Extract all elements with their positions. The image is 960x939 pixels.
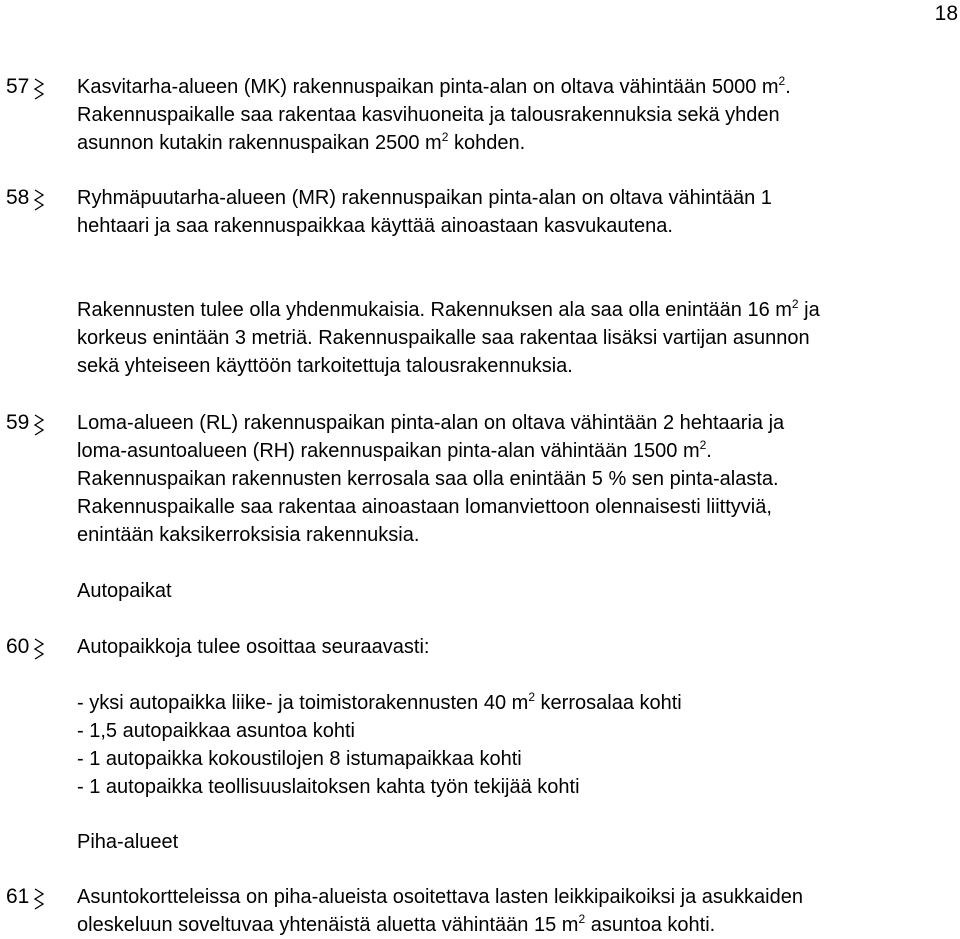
- section-number: 57: [6, 75, 30, 98]
- section-sign-icon: [32, 887, 46, 911]
- section-number: 60: [6, 635, 30, 658]
- heading-autopaikat: Autopaikat: [77, 580, 172, 602]
- section-sign-icon: [32, 188, 46, 212]
- section-sign-icon: [32, 77, 46, 101]
- list-item: - yksi autopaikka liike- ja toimistorakennusten 40 $m^2$ kerrosalaa kohti: [77, 690, 682, 714]
- section-number: 59: [6, 411, 30, 434]
- section-intro: Autopaikkoja tulee osoittaa seuraavasti:: [77, 636, 430, 658]
- list-item: - 1,5 autopaikkaa asuntoa kohti: [77, 720, 355, 742]
- section-text: Kasvitarha-alueen (MK) rakennuspaikan pinta-alan on oltava vähintään 5000 $m^2$. Rakennuspaikalle saa rakentaa kasvihuoneita ja talousrakennuksia sekä yhden asunnon kutakin rakennuspaikan 2500 $m^2$ kohden.: [77, 74, 791, 154]
- section-sign-icon: [32, 637, 46, 661]
- requirements-list: [77, 689, 957, 801]
- section-text: Loma-alueen (RL) rakennuspaikan pinta-alan on oltava vähintään 2 hehtaaria ja loma-asuntoalueen (RH) rakennuspaikan pinta-alan vähintään 1500 $m^2$. Rakennuspaikan rakennusten kerrosala saa olla enintään 5 % sen pinta-alasta. Rakennuspaikalle saa rakentaa ainoastaan lomanviettoon olennaisesti liittyviä, enintään kaksikerroksisia rakennuksia.: [77, 412, 785, 546]
- page-number: 18: [934, 2, 958, 25]
- list-item: - 1 autopaikka teollisuuslaitoksen kahta työn tekijää kohti: [77, 776, 580, 798]
- list-item: - 1 autopaikka kokoustilojen 8 istumapaikkaa kohti: [77, 748, 522, 770]
- section-text: Asuntokortteleissa on piha-alueista osoitettava lasten leikkipaikoiksi ja asukkaiden oleskeluun soveltuvaa yhtenäistä aluetta vähintään 15 $m^2$ asuntoa kohti.: [77, 886, 803, 936]
- section-sign-icon: [32, 413, 46, 437]
- section-number: 58: [6, 186, 30, 209]
- section-text-continued: Rakennusten tulee olla yhdenmukaisia. Rakennuksen ala saa olla enintään 16 $m^2$ ja korkeus enintään 3 metriä. Rakennuspaikalle saa rakentaa lisäksi vartijan asunnon sekä yhteiseen käyttöön tarkoitettuja talousrakennuksia.: [77, 297, 820, 377]
- section-text: Ryhmäpuutarha-alueen (MR) rakennuspaikan pinta-alan on oltava vähintään 1 hehtaari ja saa rakennuspaikkaa käyttää ainoastaan kasvukautena.: [77, 187, 772, 237]
- heading-piha-alueet: Piha-alueet: [77, 831, 179, 853]
- section-number: 61: [6, 885, 30, 908]
